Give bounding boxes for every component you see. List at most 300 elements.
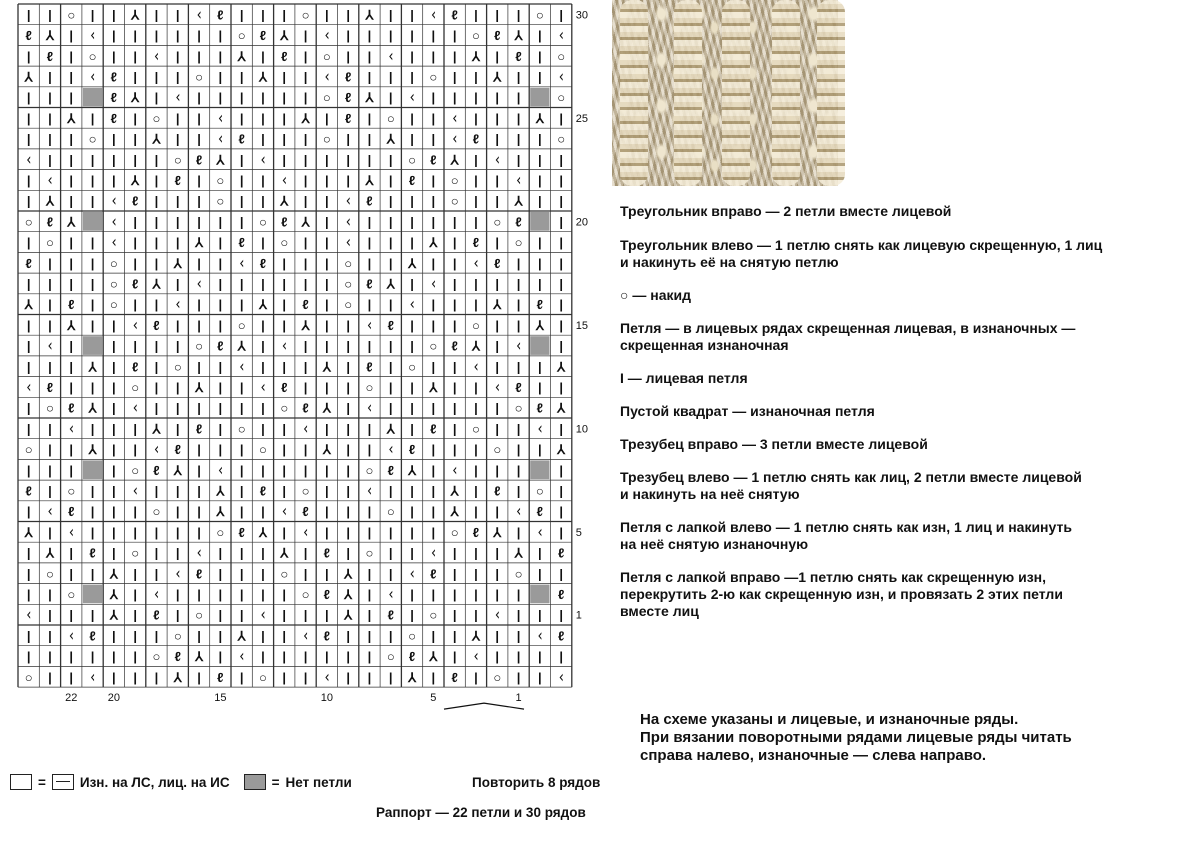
stitch-symbol: | [90, 421, 95, 437]
stitch-symbol: ○ [322, 131, 331, 147]
stitch-symbol: ⅄ [557, 442, 566, 458]
stitch-symbol: | [367, 110, 372, 126]
stitch-symbol: ⅄ [450, 483, 459, 499]
stitch-symbol: | [452, 235, 457, 251]
stitch-symbol: ℓ [344, 69, 352, 85]
stitch-symbol: | [261, 421, 265, 437]
stitch-symbol: | [474, 442, 478, 458]
stitch-symbol: ○ [109, 297, 118, 313]
stitch-symbol: | [410, 131, 414, 147]
stitch-symbol: | [197, 110, 201, 126]
stitch-symbol: | [559, 483, 563, 499]
stitch-symbol: ⅄ [237, 338, 246, 354]
stitch-symbol: ○ [514, 566, 523, 582]
stitch-symbol: | [346, 131, 350, 147]
stitch-symbol: ℓ [451, 7, 458, 23]
stitch-symbol: | [282, 7, 287, 23]
stitch-symbol: | [282, 442, 287, 458]
stitch-symbol: | [410, 545, 414, 561]
stitch-symbol: ᚲ [535, 421, 544, 437]
stitch-symbol: | [388, 338, 393, 354]
stitch-symbol: | [303, 276, 308, 292]
stitch-symbol: | [474, 90, 478, 106]
stitch-symbol: ℓ [387, 607, 394, 623]
stitch-symbol: | [112, 504, 116, 520]
knitted-sample-photo [612, 0, 838, 186]
stitch-symbol: | [452, 628, 457, 644]
stitch-symbol: | [154, 297, 159, 313]
stitch-symbol: | [431, 359, 436, 375]
stitch-symbol: | [197, 255, 201, 271]
stitch-symbol: ℓ [259, 255, 267, 271]
stitch-symbol: | [261, 90, 265, 106]
stitch-symbol: ᚲ [280, 504, 289, 520]
stitch-symbol: | [346, 504, 350, 520]
stitch-symbol: | [495, 235, 500, 251]
row-number-label: 5 [575, 526, 582, 539]
stitch-symbol: ℓ [25, 483, 32, 499]
stitch-symbol: | [48, 524, 52, 540]
stitch-symbol: | [325, 524, 329, 540]
stitch-symbol: ℓ [25, 28, 32, 44]
stitch-symbol: | [431, 628, 436, 644]
legend-twisted-loop: Петля — в лицевых рядах скрещенная лицевая, в изнаночных — скрещенная изнаночная [620, 320, 1076, 353]
stitch-symbol: ○ [88, 131, 97, 147]
stitch-symbol: ℓ [281, 214, 288, 230]
stitch-symbol: ○ [450, 524, 459, 540]
legend-yarn-over: ○ — накид [620, 287, 691, 303]
no-stitch-square-icon [244, 774, 266, 790]
stitch-symbol: | [303, 48, 308, 64]
stitch-symbol: ᚲ [493, 152, 502, 168]
stitch-symbol: ⅄ [408, 462, 417, 478]
stitch-symbol: ᚲ [67, 524, 76, 540]
stitch-symbol: ℓ [195, 421, 203, 437]
stitch-symbol: ⅄ [67, 214, 76, 230]
stitch-symbol: ○ [88, 48, 97, 64]
stitch-symbol: | [26, 566, 31, 582]
stitch-symbol: ᚲ [365, 483, 374, 499]
stitch-symbol: | [197, 524, 201, 540]
stitch-symbol: ᚲ [493, 607, 502, 623]
stitch-symbol: ○ [450, 193, 459, 209]
stitch-symbol: | [282, 131, 287, 147]
stitch-symbol: | [154, 400, 159, 416]
stitch-symbol: | [495, 628, 500, 644]
stitch-symbol: | [239, 566, 244, 582]
stitch-symbol: | [197, 297, 201, 313]
stitch-symbol: ○ [408, 152, 416, 168]
stitch-symbol: ⅄ [258, 524, 267, 540]
stitch-symbol: | [452, 607, 457, 623]
stitch-symbol: | [495, 7, 500, 23]
stitch-symbol: ○ [131, 462, 140, 478]
stitch-symbol: | [154, 214, 159, 230]
stitch-symbol: | [133, 524, 137, 540]
stitch-symbol: | [495, 90, 500, 106]
stitch-symbol: | [218, 255, 223, 271]
stitch-symbol: | [452, 545, 457, 561]
legend-knit: I — лицевая петля [620, 370, 748, 386]
stitch-symbol: ᚲ [450, 110, 459, 126]
stitch-symbol: | [367, 649, 372, 665]
stitch-symbol: | [431, 297, 436, 313]
stitch-symbol: ᚲ [195, 276, 203, 292]
stitch-symbol: ○ [386, 110, 395, 126]
stitch-symbol: | [431, 172, 436, 188]
stitch-symbol: | [154, 152, 159, 168]
stitch-symbol: | [48, 276, 52, 292]
stitch-symbol: ⅄ [45, 545, 54, 561]
stitch-symbol: | [239, 669, 244, 685]
stitch-symbol: ᚲ [386, 48, 395, 64]
stitch-symbol: ○ [365, 545, 374, 561]
stitch-symbol: ᚲ [386, 442, 395, 458]
stitch-symbol: | [516, 649, 521, 665]
column-number-label: 10 [320, 692, 333, 705]
stitch-symbol: | [559, 297, 563, 313]
stitch-symbol: ○ [280, 400, 289, 416]
stitch-symbol: | [346, 649, 350, 665]
stitch-symbol: | [452, 442, 457, 458]
stitch-symbol: | [388, 566, 393, 582]
stitch-symbol: | [175, 317, 180, 333]
stitch-symbol: ○ [216, 524, 225, 540]
stitch-symbol: ℓ [153, 317, 160, 333]
stitch-symbol: | [282, 669, 287, 685]
stitch-symbol: ⅄ [301, 110, 310, 126]
stitch-symbol: | [559, 421, 563, 437]
stitch-symbol: ⅄ [109, 566, 118, 582]
stitch-symbol: | [239, 462, 244, 478]
stitch-symbol: ℓ [89, 545, 96, 561]
stitch-symbol: | [474, 504, 478, 520]
stitch-symbol: | [90, 379, 95, 395]
stitch-symbol: | [112, 628, 116, 644]
stitch-symbol: | [48, 359, 52, 375]
stitch-symbol: | [69, 152, 74, 168]
stitch-symbol: | [48, 131, 52, 147]
stitch-symbol: ᚲ [46, 338, 54, 354]
stitch-symbol: | [431, 48, 436, 64]
stitch-symbol: ℓ [302, 504, 309, 520]
stitch-symbol: | [197, 483, 201, 499]
stitch-symbol: | [388, 193, 393, 209]
stitch-symbol: | [367, 524, 372, 540]
stitch-symbol: | [239, 69, 244, 85]
purl-label: Изн. на ЛС, лиц. на ИС [79, 774, 230, 790]
stitch-symbol: | [112, 545, 116, 561]
stitch-symbol: | [261, 545, 265, 561]
no-stitch-cell [530, 88, 549, 107]
stitch-symbol: | [69, 172, 74, 188]
stitch-symbol: | [197, 317, 201, 333]
stitch-symbol: ᚲ [429, 7, 438, 23]
stitch-symbol: | [495, 131, 500, 147]
no-stitch-cell [83, 212, 102, 231]
stitch-symbol: | [431, 504, 436, 520]
stitch-symbol: ○ [259, 442, 267, 458]
stitch-symbol: | [538, 649, 542, 665]
stitch-symbol: | [175, 400, 180, 416]
stitch-symbol: ⅄ [386, 421, 395, 437]
stitch-symbol: | [48, 317, 52, 333]
stitch-symbol: | [452, 359, 457, 375]
stitch-symbol: | [516, 669, 521, 685]
stitch-symbol: | [559, 214, 563, 230]
stitch-symbol: | [112, 131, 116, 147]
stitch-symbol: ○ [237, 421, 246, 437]
stitch-symbol: | [133, 421, 137, 437]
stitch-symbol: ᚲ [237, 649, 246, 665]
stitch-symbol: | [197, 359, 201, 375]
stitch-symbol: | [112, 524, 116, 540]
stitch-symbol: | [388, 524, 393, 540]
no-stitch-cell [83, 585, 102, 604]
stitch-symbol: | [325, 297, 329, 313]
stitch-symbol: | [26, 48, 31, 64]
stitch-symbol: | [112, 152, 116, 168]
stitch-symbol: | [48, 297, 52, 313]
stitch-symbol: ℓ [68, 297, 75, 313]
stitch-symbol: | [452, 566, 457, 582]
stitch-symbol: | [410, 235, 414, 251]
stitch-symbol: ᚲ [535, 628, 544, 644]
stitch-symbol: | [282, 524, 287, 540]
stitch-symbol: | [26, 462, 31, 478]
stitch-symbol: ℓ [46, 214, 54, 230]
stitch-symbol: | [367, 607, 372, 623]
stitch-symbol: | [388, 297, 393, 313]
stitch-symbol: ○ [557, 131, 566, 147]
stitch-symbol: | [69, 48, 74, 64]
stitch-symbol: | [495, 359, 500, 375]
stitch-symbol: | [516, 483, 521, 499]
symbol-legend [620, 203, 1190, 620]
stitch-symbol: | [367, 69, 372, 85]
stitch-symbol: | [175, 69, 180, 85]
stitch-symbol: | [90, 7, 95, 23]
stitch-symbol: ᚲ [429, 545, 438, 561]
stitch-symbol: | [112, 48, 116, 64]
stitch-symbol: | [325, 110, 329, 126]
stitch-symbol: ○ [152, 504, 161, 520]
stitch-symbol: | [175, 586, 180, 602]
stitch-symbol: ᚲ [24, 607, 33, 623]
stitch-symbol: | [261, 628, 265, 644]
stitch-symbol: ○ [195, 338, 203, 354]
stitch-symbol: | [133, 669, 137, 685]
stitch-symbol: ⅄ [258, 297, 267, 313]
stitch-symbol: | [410, 338, 414, 354]
stitch-symbol: | [90, 172, 95, 188]
stitch-symbol: | [133, 69, 137, 85]
stitch-symbol: | [218, 90, 223, 106]
legend-left-trident: Трезубец влево — 1 петлю снять как лиц, 2 петли вместе лицевой и накинуть на неё снятую [620, 469, 1082, 502]
stitch-symbol: | [48, 649, 52, 665]
stitch-symbol: ○ [301, 7, 310, 23]
stitch-symbol: | [474, 172, 478, 188]
stitch-symbol: | [69, 669, 74, 685]
stitch-symbol: | [431, 462, 436, 478]
stitch-symbol: | [303, 28, 308, 44]
stitch-symbol: | [175, 379, 180, 395]
stitch-symbol: | [367, 504, 372, 520]
stitch-symbol: | [303, 90, 308, 106]
stitch-symbol: ⅄ [301, 214, 310, 230]
stitch-symbol: ○ [322, 90, 331, 106]
stitch-symbol: | [516, 131, 521, 147]
stitch-symbol: | [133, 28, 137, 44]
stitch-symbol: | [303, 379, 308, 395]
stitch-symbol: | [559, 276, 563, 292]
bottom-legend [10, 774, 352, 790]
stitch-symbol: | [431, 586, 436, 602]
stitch-symbol: ⅄ [471, 48, 480, 64]
column-number-label: 20 [107, 692, 120, 705]
stitch-symbol: ᚲ [408, 566, 416, 582]
stitch-symbol: | [388, 255, 393, 271]
stitch-symbol: | [261, 317, 265, 333]
stitch-symbol: ○ [344, 297, 353, 313]
stitch-symbol: | [325, 7, 329, 23]
stitch-symbol: | [452, 317, 457, 333]
stitch-symbol: ᚲ [344, 214, 353, 230]
stitch-symbol: | [452, 28, 457, 44]
stitch-symbol: | [367, 214, 372, 230]
stitch-symbol: | [48, 442, 52, 458]
stitch-symbol: ○ [450, 172, 459, 188]
stitch-symbol: | [154, 90, 159, 106]
stitch-symbol: | [48, 607, 52, 623]
stitch-symbol: | [261, 586, 265, 602]
stitch-symbol: | [346, 400, 350, 416]
stitch-symbol: ⅄ [131, 7, 140, 23]
stitch-symbol: | [495, 504, 500, 520]
stitch-symbol: | [474, 276, 478, 292]
stitch-symbol: | [538, 235, 542, 251]
stitch-symbol: | [410, 379, 414, 395]
stitch-symbol: ⅄ [365, 90, 374, 106]
stitch-symbol: | [239, 152, 244, 168]
stitch-symbol: | [474, 379, 478, 395]
stitch-symbol: | [346, 317, 350, 333]
stitch-symbol: ℓ [217, 669, 224, 685]
row-number-label: 20 [575, 216, 589, 229]
stitch-symbol: | [388, 172, 393, 188]
stitch-symbol: ℓ [46, 379, 54, 395]
stitch-symbol: | [346, 545, 350, 561]
stitch-symbol: | [559, 462, 563, 478]
stitch-symbol: ○ [344, 276, 353, 292]
stitch-symbol: ᚲ [67, 628, 76, 644]
stitch-symbol: ⅄ [280, 545, 289, 561]
stitch-symbol: ○ [173, 152, 182, 168]
stitch-symbol: | [495, 110, 500, 126]
row-number-label: 25 [575, 112, 589, 125]
stitch-symbol: ℓ [323, 628, 331, 644]
stitch-symbol: ○ [472, 421, 480, 437]
stitch-symbol: | [367, 297, 372, 313]
stitch-symbol: | [474, 586, 478, 602]
stitch-symbol: ᚲ [514, 172, 523, 188]
stitch-symbol: | [154, 628, 159, 644]
stitch-symbol: | [431, 400, 436, 416]
stitch-symbol: ℓ [238, 131, 245, 147]
stitch-symbol: ᚲ [301, 524, 310, 540]
stitch-symbol: | [69, 28, 74, 44]
stitch-symbol: ᚲ [152, 442, 161, 458]
stitch-symbol: | [538, 152, 542, 168]
stitch-symbol: | [90, 297, 95, 313]
stitch-symbol: | [452, 400, 457, 416]
stitch-symbol: | [282, 297, 287, 313]
stitch-symbol: ℓ [494, 483, 501, 499]
stitch-symbol: | [112, 28, 116, 44]
no-stitch-cell [530, 212, 549, 231]
stitch-symbol: | [452, 649, 457, 665]
stitch-symbol: | [474, 462, 478, 478]
stitch-symbol: | [218, 48, 223, 64]
stitch-symbol: | [261, 131, 265, 147]
stitch-symbol: | [495, 338, 500, 354]
stitch-symbol: | [346, 48, 350, 64]
stitch-symbol: | [26, 235, 31, 251]
stitch-symbol: | [282, 586, 287, 602]
column-number-label: 15 [214, 692, 227, 705]
stitch-symbol: ○ [301, 483, 310, 499]
stitch-symbol: ⅄ [429, 649, 438, 665]
stitch-symbol: ᚲ [173, 297, 182, 313]
stitch-symbol: | [69, 193, 74, 209]
stitch-symbol: | [26, 504, 31, 520]
stitch-symbol: | [154, 338, 159, 354]
stitch-symbol: | [69, 255, 74, 271]
stitch-symbol: | [154, 172, 159, 188]
stitch-symbol: ℓ [238, 524, 245, 540]
stitch-symbol: | [474, 214, 478, 230]
stitch-symbol: | [69, 379, 74, 395]
no-stitch-cell [530, 460, 549, 479]
stitch-symbol: ᚲ [472, 255, 480, 271]
stitch-symbol: | [410, 317, 414, 333]
stitch-symbol: | [218, 649, 223, 665]
stitch-symbol: ⅄ [152, 421, 161, 437]
stitch-symbol: ᚲ [88, 28, 97, 44]
stitch-symbol: ⅄ [322, 400, 331, 416]
stitch-symbol: | [538, 69, 542, 85]
stitch-symbol: ⅄ [535, 317, 544, 333]
stitch-symbol: ℓ [366, 276, 373, 292]
stitch-symbol: | [48, 462, 52, 478]
stitch-symbol: ℓ [68, 400, 75, 416]
stitch-symbol: | [261, 235, 265, 251]
row-number-label: 15 [575, 319, 589, 332]
stitch-symbol: ᚲ [365, 317, 374, 333]
stitch-symbol: | [303, 235, 308, 251]
stitch-symbol: | [410, 276, 414, 292]
stitch-symbol: | [26, 131, 31, 147]
stitch-symbol: | [282, 462, 287, 478]
stitch-symbol: | [261, 649, 265, 665]
stitch-symbol: | [559, 338, 563, 354]
stitch-symbol: | [388, 214, 393, 230]
stitch-symbol: | [282, 110, 287, 126]
stitch-symbol: | [112, 379, 116, 395]
stitch-symbol: | [90, 193, 95, 209]
stitch-symbol: ○ [237, 28, 246, 44]
stitch-symbol: ℓ [174, 649, 181, 665]
